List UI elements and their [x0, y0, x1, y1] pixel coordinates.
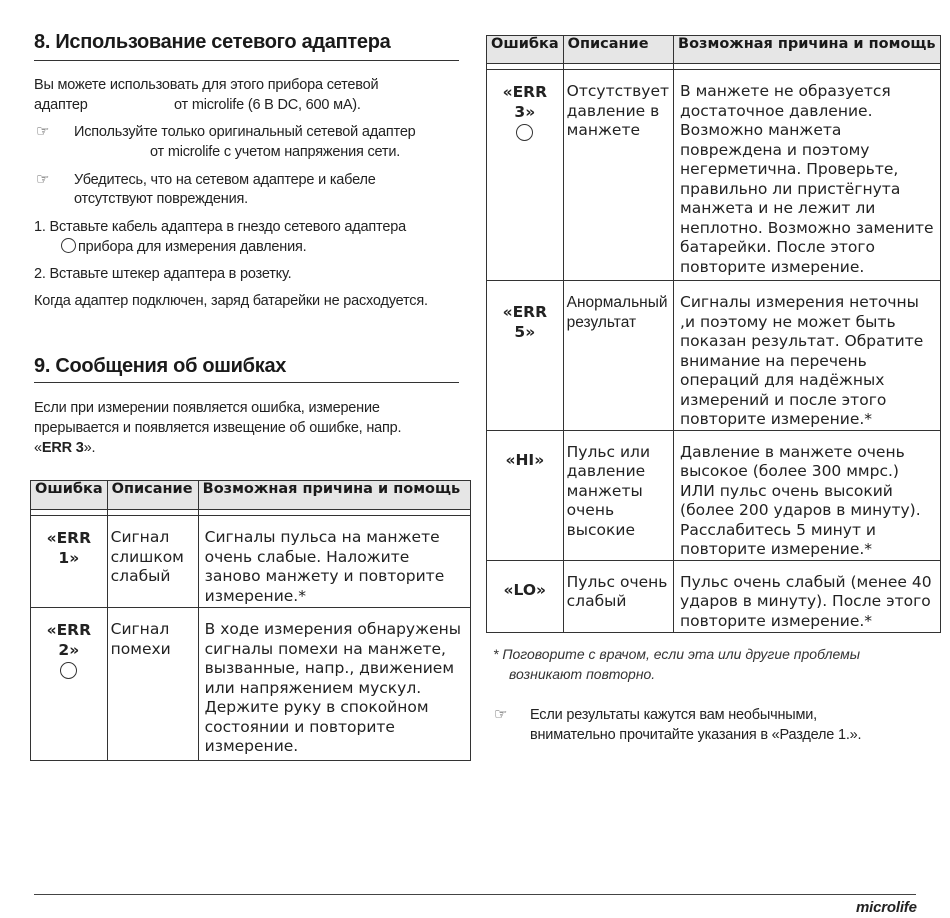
- error-code: «ERR 2»: [31, 608, 108, 761]
- section-8-rule: [34, 60, 459, 61]
- table-row: [487, 430, 941, 560]
- section-9-intro-1: Если при измерении появляется ошибка, измерение: [34, 400, 380, 416]
- error-cause: Сигналы измерения неточны ,и поэтому не может быть показан результат. Обратите внимание на перечень операций для надёжных измерений и после этого повторите измерение.*: [674, 281, 941, 431]
- final-note-line-2: внимательно прочитайте указания в «Разделе 1.».: [530, 727, 862, 743]
- note-2-line-1: Убедитесь, что на сетевом адаптере и кабеле: [74, 172, 376, 188]
- error-description: Пульс очень слабый: [563, 560, 673, 632]
- error-cause: В манжете не образуется достаточное давление. Возможно манжета повреждена и поэтому негерметична. Проверьте, правильно ли пристёгнута манжета и не лежит ли неплотно. Возможно замените батарейки. После этого повторите измерение.: [674, 70, 941, 281]
- pointing-hand-icon: ☞: [36, 171, 50, 188]
- table-row: [31, 608, 471, 761]
- error-code: «LO»: [487, 560, 564, 632]
- note-1-line-2: от microlife с учетом напряжения сети.: [150, 144, 401, 160]
- note-2-line-2: отсутствуют повреждения.: [74, 191, 248, 207]
- section-9-title: 9. Сообщения об ошибках: [34, 355, 287, 377]
- error-description: Анормальный результат: [563, 281, 673, 431]
- table-row: [487, 560, 941, 632]
- header-code: Ошибка: [487, 36, 564, 64]
- error-description: Пульс или давление манжеты очень высокие: [563, 430, 673, 560]
- header-cause: Возможная причина и помощь: [198, 481, 470, 510]
- final-note-line-1: Если результаты кажутся вам необычными,: [530, 707, 817, 723]
- section-8-intro-2a: адаптер: [34, 97, 88, 113]
- table-row: [487, 70, 941, 281]
- table-row: [487, 281, 941, 431]
- footnote-line-2: возникают повторно.: [509, 666, 656, 682]
- error-description: Сигнал помехи: [107, 608, 198, 761]
- microlife-logo: microlife: [856, 899, 917, 916]
- section-9-intro-3: «ERR 3».: [34, 440, 96, 456]
- error-table-left: [30, 480, 471, 761]
- error-code: «ERR 1»: [31, 516, 108, 608]
- error-cause: Пульс очень слабый (менее 40 ударов в минуту). После этого повторите измерение.*: [674, 560, 941, 632]
- step-1-line-2: прибора для измерения давления.: [61, 238, 306, 257]
- section-8-closing: Когда адаптер подключен, заряд батарейки не расходуется.: [34, 293, 428, 309]
- section-8-intro-1: Вы можете использовать для этого прибора сетевой: [34, 77, 379, 93]
- pointing-hand-icon: ☞: [36, 123, 50, 140]
- footnote-line-1: * Поговорите с врачом, если эта или другие проблемы: [493, 646, 861, 662]
- header-description: Описание: [107, 481, 198, 510]
- error-cause: Сигналы пульса на манжете очень слабые. Наложите заново манжету и повторите измерение.*: [198, 516, 470, 608]
- section-9-intro-2: прерывается и появляется извещение об ошибке, напр.: [34, 420, 402, 436]
- socket-icon: [60, 662, 77, 679]
- section-9-rule: [34, 382, 459, 383]
- header-cause: Возможная причина и помощь: [674, 36, 941, 64]
- error-description: Отсутствует давление в манжете: [563, 70, 673, 281]
- socket-icon: [61, 238, 76, 253]
- step-1-line-1: 1. Вставьте кабель адаптера в гнездо сетевого адаптера: [34, 219, 406, 235]
- table-row: [31, 516, 471, 608]
- socket-icon: [516, 124, 533, 141]
- header-description: Описание: [563, 36, 673, 64]
- table-header-row: [31, 481, 471, 510]
- section-8-title: 8. Использование сетевого адаптера: [34, 31, 391, 53]
- error-code: «ERR 5»: [487, 281, 564, 431]
- table-header-row: [487, 36, 941, 64]
- footer-rule: [34, 894, 916, 895]
- error-table-right: [486, 35, 941, 633]
- section-8-intro-2b: от microlife (6 В DC, 600 мА).: [174, 97, 361, 113]
- header-code: Ошибка: [31, 481, 108, 510]
- step-2: 2. Вставьте штекер адаптера в розетку.: [34, 266, 292, 282]
- error-code: «HI»: [487, 430, 564, 560]
- error-cause: Давление в манжете очень высокое (более 300 ммрс.) ИЛИ пульс очень высокий (более 200 ударов в минуту). Расслабитесь 5 минут и повторите измерение.*: [674, 430, 941, 560]
- pointing-hand-icon: ☞: [494, 706, 508, 723]
- error-cause: В ходе измерения обнаружены сигналы помехи на манжете, вызванные, напр., движением или напряжением мускул. Держите руку в спокойном состоянии и повторите измерение.: [198, 608, 470, 761]
- error-code: «ERR 3»: [487, 70, 564, 281]
- error-description: Сигнал слишком слабый: [107, 516, 198, 608]
- note-1-line-1: Используйте только оригинальный сетевой адаптер: [74, 124, 416, 140]
